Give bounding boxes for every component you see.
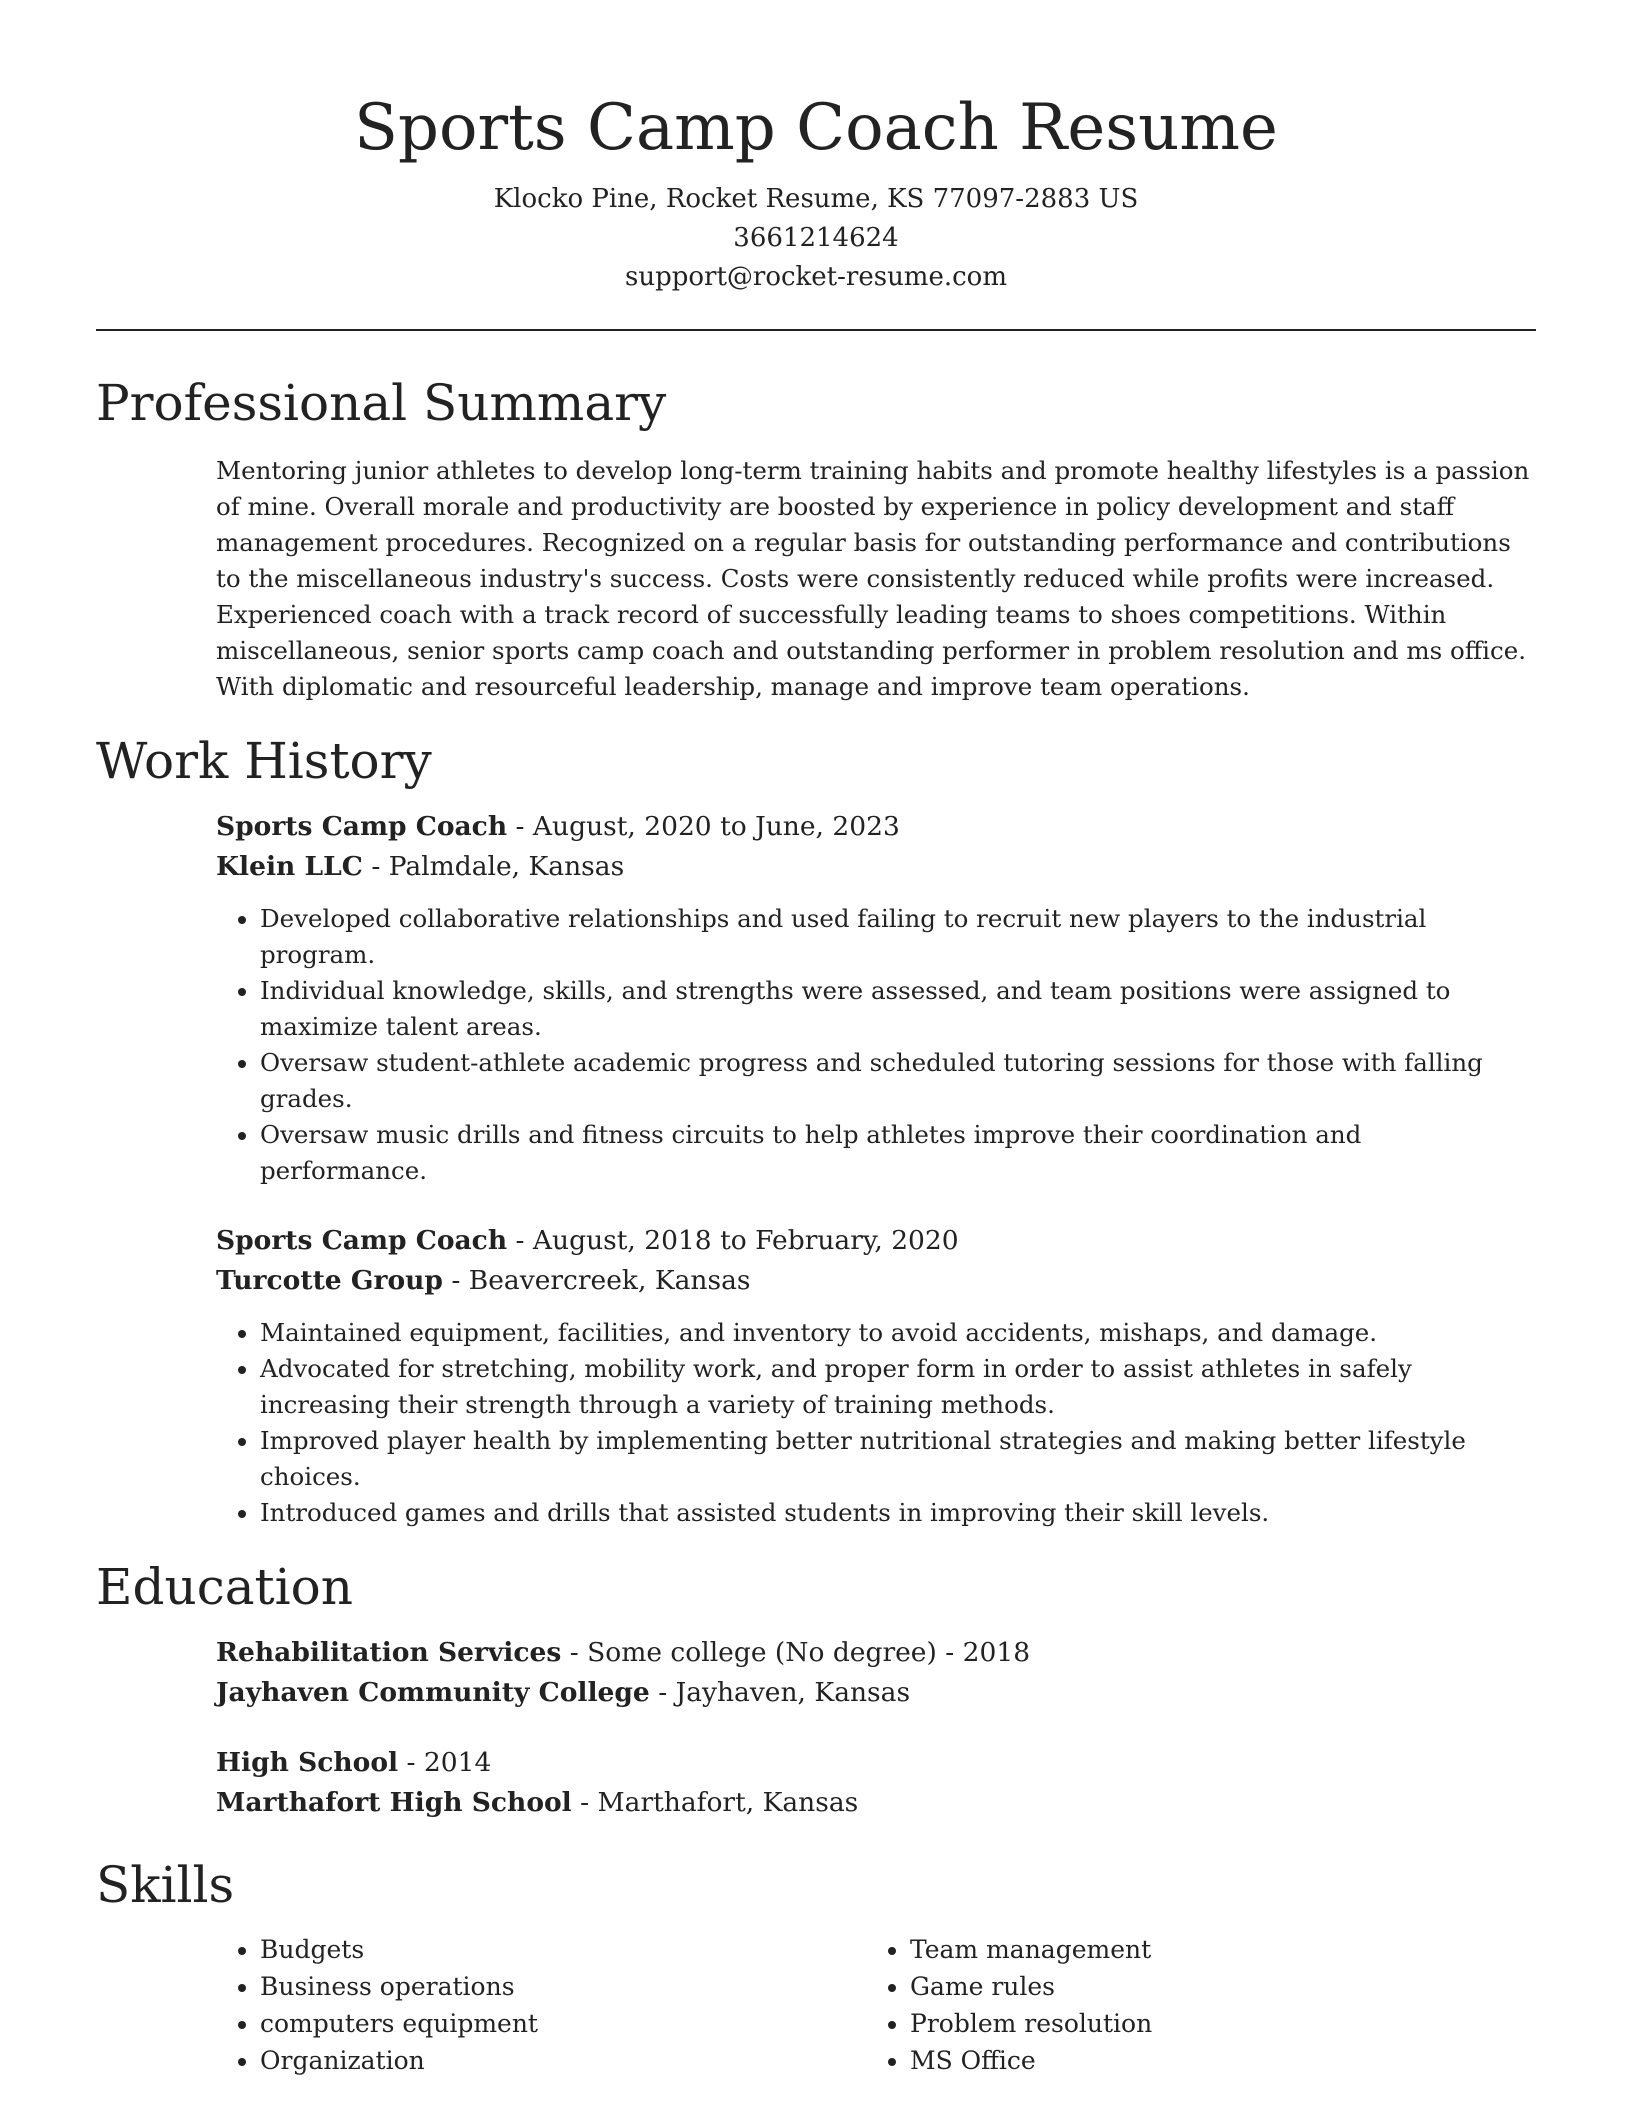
- skills-column-left: [216, 1931, 866, 2079]
- education-school-line: [216, 1673, 1536, 1713]
- job-bullet: • Oversaw student-athlete academic progress and scheduled tutoring sessions for those with falling grades.: [260, 1045, 1536, 1117]
- work-heading: Work History: [96, 732, 432, 790]
- skill-item: • Business operations: [260, 1968, 866, 2005]
- summary-heading: Professional Summary: [96, 374, 667, 432]
- job-company-line: [216, 1261, 1536, 1301]
- resume-header: [96, 0, 1536, 297]
- education-program-line: [216, 1743, 1536, 1783]
- job-location: - Palmdale, Kansas: [362, 851, 625, 882]
- job-company: Klein LLC: [216, 851, 363, 882]
- job-dates: - August, 2020 to June, 2023: [507, 811, 900, 842]
- job-bullet: • Oversaw music drills and fitness circuits to help athletes improve their coordination and performance.: [260, 1117, 1536, 1189]
- skills-column-right: [866, 1931, 1516, 2079]
- phone: 3661214624: [733, 223, 899, 253]
- job-bullet: • Developed collaborative relationships and used failing to recruit new players to the industrial program.: [260, 901, 1536, 973]
- job-bullet: • Advocated for stretching, mobility work, and proper form in order to assist athletes in safely increasing their strength through a variety of training methods.: [260, 1351, 1536, 1423]
- education-school: Jayhaven Community College: [216, 1677, 650, 1708]
- resume-page: [96, 0, 1536, 2079]
- education-location: - Marthafort, Kansas: [571, 1787, 859, 1818]
- education-heading: Education: [96, 1558, 353, 1616]
- job-title-line: [216, 807, 1536, 847]
- summary-text: Mentoring junior athletes to develop long-term training habits and promote healthy lifestyles is a passion of mine. Overall morale and productivity are boosted by experience in policy development and staff management procedures. Recognized on a regular basis for outstanding performance and contributions to the miscellaneous industry's success. Costs were consistently reduced while profits were increased. Experienced coach with a track record of successfully leading teams to shoes competitions. Within miscellaneous, senior sports camp coach and outstanding performer in problem resolution and ms office. With diplomatic and resourceful leadership, manage and improve team operations.: [216, 456, 1530, 701]
- education-entry: [216, 1633, 1536, 1713]
- skill-item: • Organization: [260, 2042, 866, 2079]
- skill-item: • computers equipment: [260, 2005, 866, 2042]
- summary-section: [96, 371, 1536, 705]
- education-program: High School: [216, 1747, 399, 1778]
- skill-item: • Team management: [910, 1931, 1516, 1968]
- job-title: Sports Camp Coach: [216, 811, 508, 842]
- job-bullet: • Maintained equipment, facilities, and inventory to avoid accidents, mishaps, and damage.: [260, 1315, 1536, 1351]
- education-location: - Jayhaven, Kansas: [649, 1677, 911, 1708]
- job-title-line: [216, 1221, 1536, 1261]
- job-company: Turcotte Group: [216, 1265, 443, 1296]
- email: support@rocket-resume.com: [624, 262, 1007, 292]
- job-bullet: • Improved player health by implementing better nutritional strategies and making better lifestyle choices.: [260, 1423, 1536, 1495]
- job-dates: - August, 2018 to February, 2020: [507, 1225, 959, 1256]
- skill-item: • MS Office: [910, 2042, 1516, 2079]
- job-bullets: [216, 1315, 1536, 1531]
- work-section: [96, 729, 1536, 1531]
- job-entry: [216, 1221, 1536, 1531]
- job-entry: [216, 807, 1536, 1189]
- resume-title: Sports Camp Coach Resume: [354, 91, 1278, 165]
- skill-item: • Budgets: [260, 1931, 866, 1968]
- education-section: [96, 1555, 1536, 1823]
- address: Klocko Pine, Rocket Resume, KS 77097-2883 US: [493, 184, 1139, 214]
- skill-item: • Problem resolution: [910, 2005, 1516, 2042]
- job-bullets: [216, 901, 1536, 1189]
- job-title: Sports Camp Coach: [216, 1225, 508, 1256]
- contact-info: [96, 180, 1536, 297]
- skill-item: • Game rules: [910, 1968, 1516, 2005]
- education-entry: [216, 1743, 1536, 1823]
- education-detail: - 2014: [398, 1747, 492, 1778]
- education-detail: - Some college (No degree) - 2018: [561, 1637, 1031, 1668]
- header-divider: [96, 329, 1536, 331]
- skills-section: [96, 1853, 1536, 2079]
- education-school-line: [216, 1783, 1536, 1823]
- education-program-line: [216, 1633, 1536, 1673]
- job-location: - Beavercreek, Kansas: [442, 1265, 751, 1296]
- job-company-line: [216, 847, 1536, 887]
- job-bullet: • Individual knowledge, skills, and strengths were assessed, and team positions were assigned to maximize talent areas.: [260, 973, 1536, 1045]
- skills-grid: [216, 1931, 1536, 2079]
- education-program: Rehabilitation Services: [216, 1637, 562, 1668]
- skills-heading: Skills: [96, 1856, 235, 1914]
- job-bullet: • Introduced games and drills that assisted students in improving their skill levels.: [260, 1495, 1536, 1531]
- education-school: Marthafort High School: [216, 1787, 572, 1818]
